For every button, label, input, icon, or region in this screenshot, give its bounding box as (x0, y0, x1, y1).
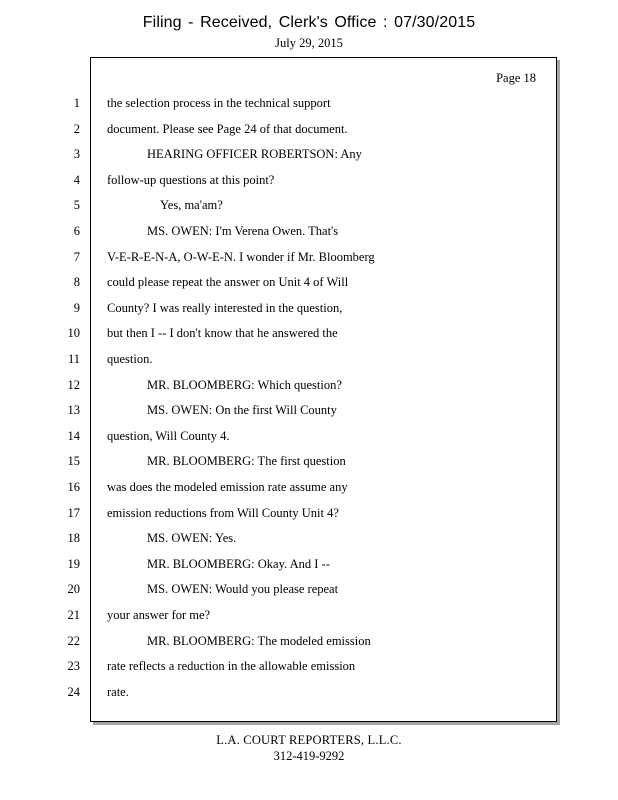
transcript-line (0, 95, 618, 111)
transcript-line (0, 556, 618, 572)
line-text: MR. BLOOMBERG: Okay. And I -- (147, 556, 330, 571)
line-number: 17 (67, 505, 80, 520)
transcript-line (0, 325, 618, 341)
transcript-line (0, 581, 618, 597)
line-text: rate. (107, 684, 129, 699)
page-number: Page 18 (496, 71, 536, 85)
line-text: HEARING OFFICER ROBERTSON: Any (147, 147, 362, 162)
line-number: 18 (67, 531, 80, 546)
line-text: MS. OWEN: On the first Will County (147, 403, 337, 418)
line-text: emission reductions from Will County Unit 4? (107, 505, 339, 520)
transcript-line (0, 428, 618, 444)
transcript-line (0, 223, 618, 239)
transcript-line (0, 479, 618, 495)
line-text: V-E-R-E-N-A, O-W-E-N. I wonder if Mr. Bloomberg (107, 249, 375, 264)
transcript-line (0, 351, 618, 367)
transcript-line (0, 607, 618, 623)
filing-stamp: Filing - Received, Clerk's Office : 07/30/2015 (142, 14, 476, 31)
line-number: 9 (73, 300, 80, 315)
line-number: 14 (67, 428, 80, 443)
line-text: MS. OWEN: Would you please repeat (147, 582, 339, 597)
line-text: MR. BLOOMBERG: Which question? (147, 377, 342, 392)
line-text: the selection process in the technical support (107, 96, 331, 110)
line-number: 3 (73, 147, 80, 162)
transcript-line (0, 197, 618, 213)
transcript-line (0, 121, 618, 137)
line-number: 23 (67, 659, 80, 674)
line-number: 1 (73, 96, 80, 110)
line-text: rate reflects a reduction in the allowable emission (107, 659, 356, 674)
line-number: 7 (73, 249, 80, 264)
line-number: 10 (67, 326, 80, 341)
line-text: question. (107, 352, 153, 366)
line-number: 21 (67, 608, 80, 622)
transcript-line (0, 633, 618, 649)
line-number: 19 (67, 556, 80, 571)
line-number: 6 (73, 224, 80, 238)
line-number: 2 (73, 121, 80, 136)
line-text: follow-up questions at this point? (107, 172, 275, 187)
line-number: 13 (67, 403, 80, 418)
line-text: MS. OWEN: Yes. (147, 531, 237, 546)
transcript-line (0, 172, 618, 188)
transcript-line (0, 530, 618, 546)
hearing-date: July 29, 2015 (275, 36, 343, 50)
line-number: 24 (67, 684, 80, 699)
line-number: 16 (67, 480, 80, 494)
transcript-line (0, 402, 618, 418)
line-text: MS. OWEN: I'm Verena Owen. That's (147, 224, 339, 238)
line-number: 20 (67, 582, 80, 597)
transcript-line (0, 377, 618, 393)
transcript-line (0, 453, 618, 469)
transcript-line (0, 300, 618, 316)
line-number: 5 (73, 198, 80, 213)
line-text: your answer for me? (107, 608, 211, 622)
transcript-line (0, 505, 618, 521)
transcript-line (0, 146, 618, 162)
transcript-line (0, 249, 618, 265)
line-text: Yes, ma'am? (160, 198, 223, 213)
line-text: but then I -- I don't know that he answered the (107, 326, 338, 341)
line-number: 8 (73, 275, 80, 290)
line-text: MR. BLOOMBERG: The first question (147, 454, 346, 469)
line-number: 22 (67, 633, 80, 648)
reporter-phone: 312-419-9292 (273, 749, 345, 763)
line-text: question, Will County 4. (107, 428, 230, 443)
line-text: document. Please see Page 24 of that document. (107, 121, 348, 136)
line-text: MR. BLOOMBERG: The modeled emission (147, 633, 371, 648)
line-number: 4 (73, 172, 80, 187)
transcript-line (0, 684, 618, 700)
transcript-line (0, 274, 618, 290)
line-text: County? I was really interested in the question, (107, 300, 343, 315)
line-text: was does the modeled emission rate assume any (107, 480, 348, 494)
transcript-line (0, 658, 618, 674)
line-text: could please repeat the answer on Unit 4 of Will (107, 275, 349, 290)
line-number: 12 (67, 377, 80, 392)
reporter-name: L.A. COURT REPORTERS, L.L.C. (216, 733, 402, 747)
line-number: 15 (67, 454, 80, 469)
line-number: 11 (67, 352, 80, 366)
